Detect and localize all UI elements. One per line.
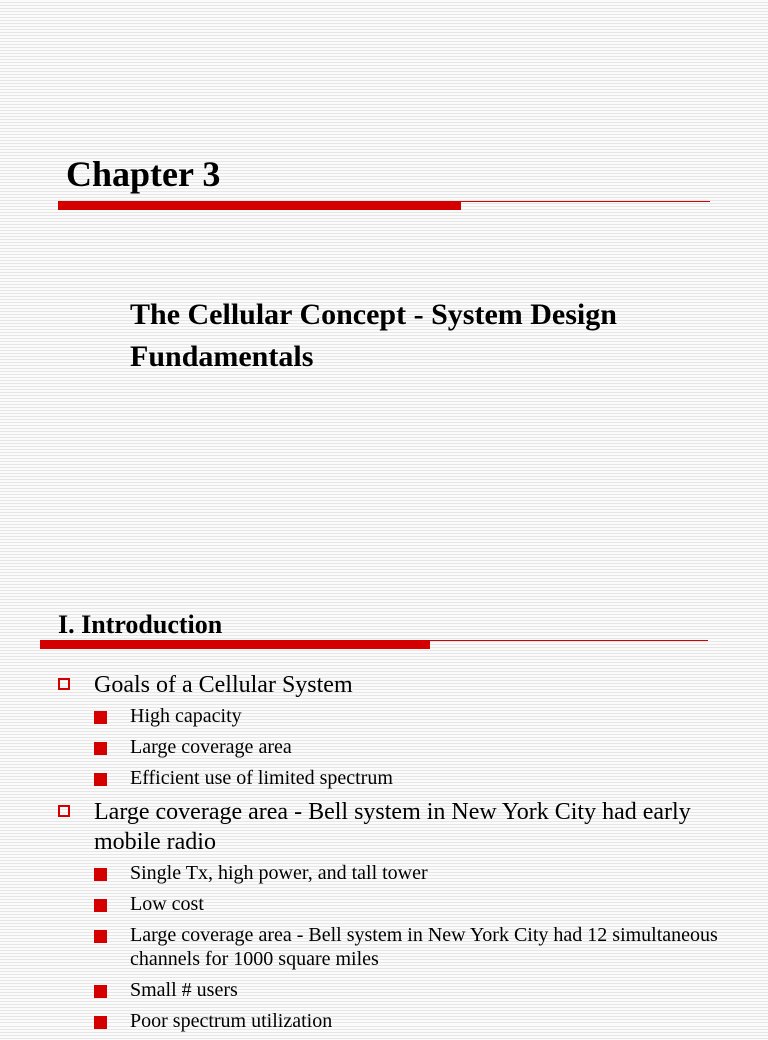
sub-bullet-item: [94, 892, 718, 916]
filled-square-bullet-icon: [94, 1016, 107, 1029]
filled-square-bullet-icon: [94, 868, 107, 881]
bullet-item: [58, 797, 718, 1033]
section-title: I. Introduction: [58, 610, 223, 639]
sub-bullet-item: [94, 1009, 718, 1033]
sub-bullet-text: Large coverage area: [130, 736, 292, 758]
filled-square-bullet-icon: [94, 930, 107, 943]
chapter-subtitle: The Cellular Concept - System Design Fundamentals: [130, 298, 617, 373]
title-underline-thin: [461, 201, 710, 202]
sub-bullet-item: [94, 766, 718, 790]
hollow-square-bullet-icon: [58, 805, 70, 817]
chapter-title: Chapter 3: [66, 154, 221, 194]
sub-bullet-text: Single Tx, high power, and tall tower: [130, 862, 428, 884]
filled-square-bullet-icon: [94, 985, 107, 998]
sub-bullet-item: [94, 923, 718, 971]
sub-bullet-item: [94, 978, 718, 1002]
title-underline-thick: [58, 201, 461, 210]
sub-bullet-text: Small # users: [130, 979, 238, 1001]
filled-square-bullet-icon: [94, 899, 107, 912]
hollow-square-bullet-icon: [58, 678, 70, 690]
sub-bullet-item: [94, 704, 718, 728]
bullet-list: [58, 670, 718, 1040]
sub-bullet-item: [94, 735, 718, 759]
section-underline-thin: [430, 640, 708, 641]
bullet-text: Large coverage area - Bell system in New York City had early mobile radio: [94, 799, 691, 855]
sub-bullet-text: Poor spectrum utilization: [130, 1010, 333, 1032]
filled-square-bullet-icon: [94, 711, 107, 724]
filled-square-bullet-icon: [94, 773, 107, 786]
slide-introduction: [0, 575, 768, 1032]
sub-bullet-list: [94, 704, 718, 790]
bullet-text: Goals of a Cellular System: [94, 672, 353, 698]
filled-square-bullet-icon: [94, 742, 107, 755]
sub-bullet-text: High capacity: [130, 705, 242, 727]
sub-bullet-text: Efficient use of limited spectrum: [130, 767, 393, 789]
section-underline-thick: [40, 640, 430, 649]
bullet-item: [58, 670, 718, 790]
sub-bullet-text: Large coverage area - Bell system in New York City had 12 simultaneous channels for 1000 square miles: [130, 924, 718, 970]
sub-bullet-item: [94, 861, 718, 885]
sub-bullet-list: [94, 861, 718, 1033]
sub-bullet-text: Low cost: [130, 893, 204, 915]
